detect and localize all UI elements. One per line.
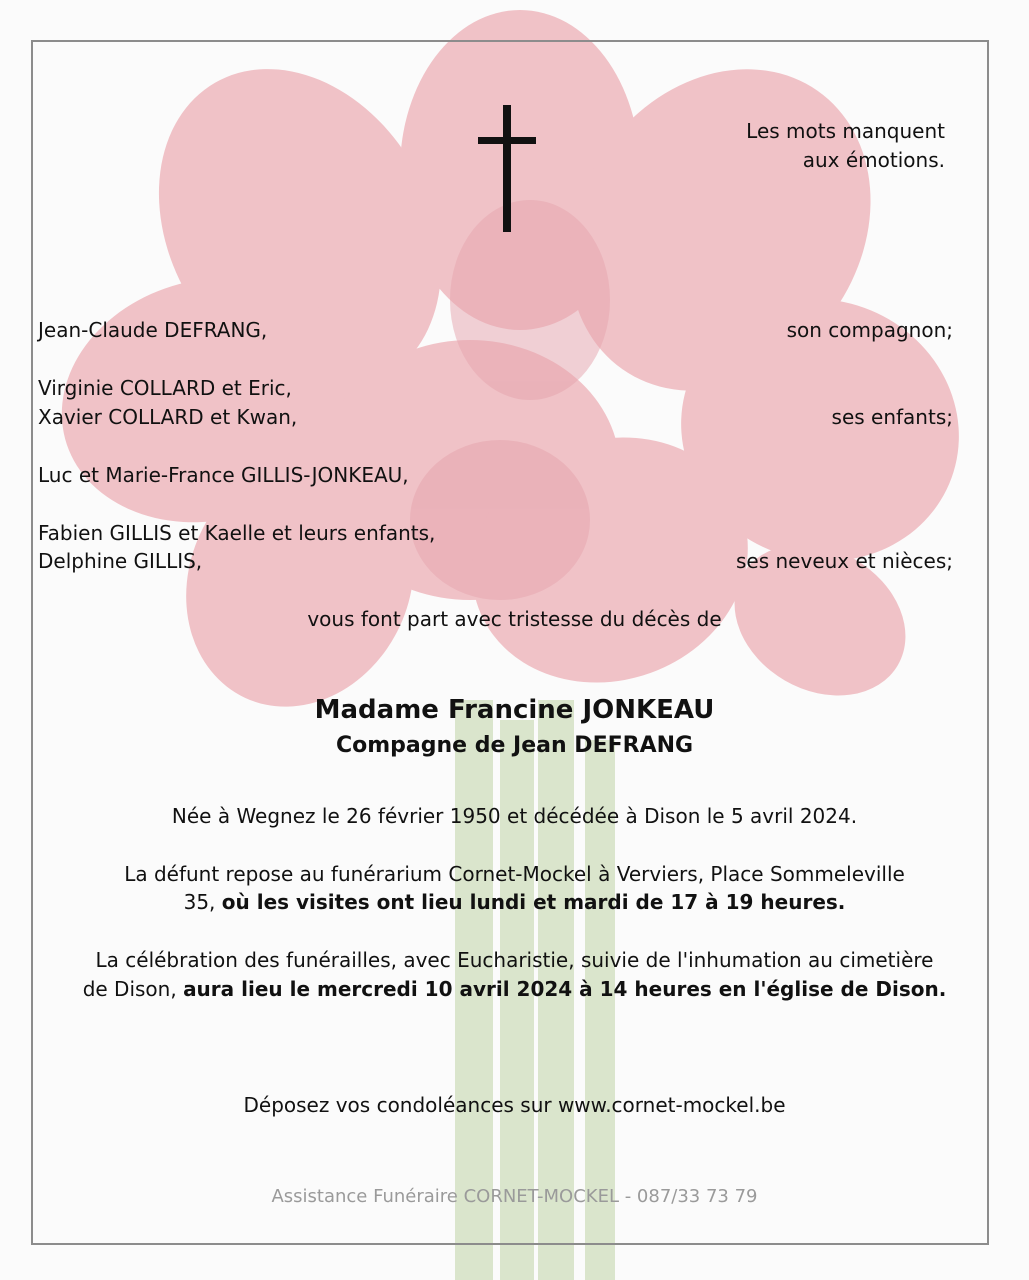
- ceremony-line-2: [0, 975, 1029, 1004]
- rest-line-2-plain: 35,: [183, 890, 222, 914]
- deceased-name: Madame Francine JONKEAU: [314, 695, 715, 725]
- cross-icon: [478, 105, 536, 232]
- child-name-2: Xavier COLLARD et Kwan,: [38, 405, 298, 429]
- nephew-name-2: Delphine GILLIS,: [38, 549, 203, 573]
- ceremony-line-1: La célébration des funérailles, avec Eucharistie, suivie de l'inhumation au cimetière: [95, 948, 934, 972]
- rest-line-2: [0, 888, 1029, 917]
- nephew-name-1: Fabien GILLIS et Kaelle et leurs enfants,: [38, 521, 436, 545]
- quote-line-2: aux émotions.: [802, 148, 945, 172]
- quote-line-1: Les mots manquent: [746, 119, 945, 143]
- deceased-subtitle: Compagne de Jean DEFRANG: [335, 733, 694, 758]
- rest-line-1: La défunt repose au funérarium Cornet-Mockel à Verviers, Place Sommeleville: [124, 862, 905, 886]
- ceremony-line-2-plain: de Dison,: [82, 977, 184, 1001]
- announcement-line: vous font part avec tristesse du décès de: [307, 607, 722, 631]
- siblings-name: Luc et Marie-France GILLIS-JONKEAU,: [38, 463, 409, 487]
- children-relation: ses enfants;: [831, 405, 953, 429]
- companion-relation: son compagnon;: [786, 318, 953, 342]
- footer-contact: Assistance Funéraire CORNET-MOCKEL - 087/33 73 79: [271, 1186, 758, 1207]
- condolences-link[interactable]: Déposez vos condoléances sur www.cornet-mockel.be: [243, 1093, 786, 1117]
- visit-hours: où les visites ont lieu lundi et mardi de 17 à 19 heures.: [221, 890, 846, 914]
- birth-death-dates: Née à Wegnez le 26 février 1950 et décédée à Dison le 5 avril 2024.: [171, 804, 858, 828]
- child-name-1: Virginie COLLARD et Eric,: [38, 376, 292, 400]
- companion-name: Jean-Claude DEFRANG,: [38, 318, 268, 342]
- ceremony-time: aura lieu le mercredi 10 avril 2024 à 14 heures en l'église de Dison.: [183, 977, 947, 1001]
- nephews-relation: ses neveux et nièces;: [736, 549, 953, 573]
